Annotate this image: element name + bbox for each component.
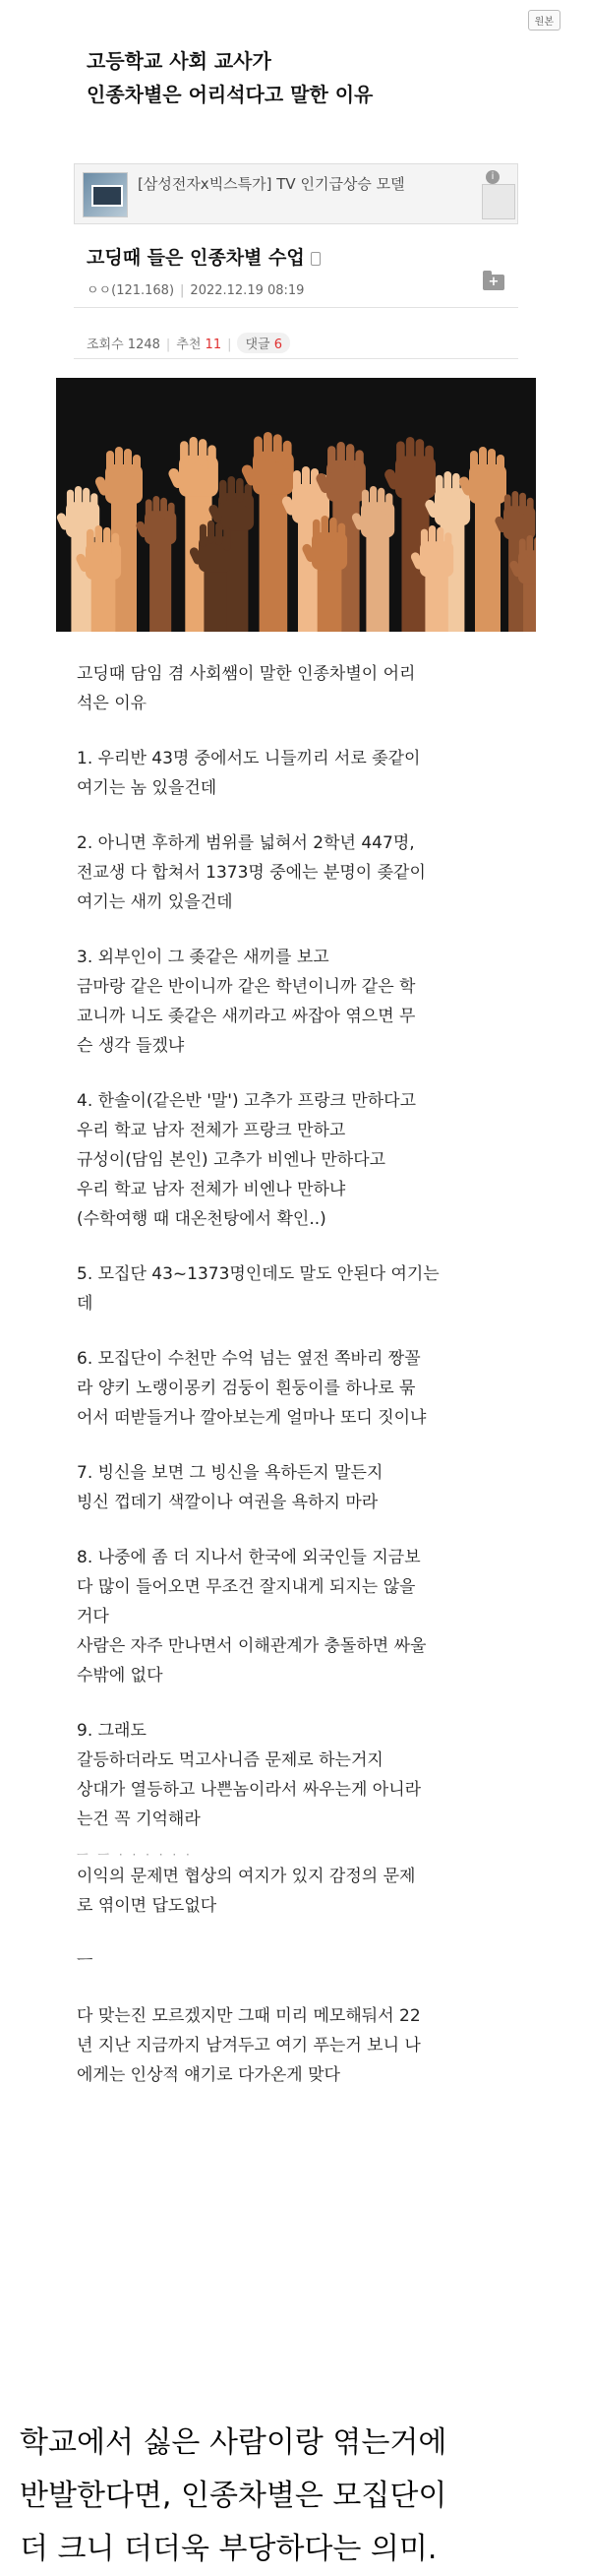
mobile-icon bbox=[311, 252, 321, 266]
divider bbox=[74, 307, 518, 308]
ad-text[interactable]: [삼성전자x빅스특가] TV 인기급상승 모델 bbox=[138, 175, 405, 193]
fridge-product-thumbnail[interactable] bbox=[482, 184, 515, 219]
body-point-6: 6. 모집단이 수천만 수억 넘는 옆전 쪽바리 짱꼴 라 양키 노랭이몽키 검둥이 흰둥이를 하나로 묶 어서 떠받들거나 깔아보는게 얼마나 또디 짓이냐 bbox=[77, 1349, 427, 1428]
raised-hand bbox=[457, 447, 506, 632]
post-stats bbox=[87, 333, 290, 353]
folder-add-icon[interactable] bbox=[483, 275, 504, 290]
body-point-5: 5. 모집단 43~1373명인데도 말도 안된다 여기는 데 bbox=[77, 1264, 440, 1314]
body-point-3: 3. 외부인이 그 좆같은 새끼를 보고 금마랑 같은 반이니까 같은 학년이니까 같은 학 교니까 니도 좆같은 새끼라고 싸잡아 엮으면 무 슨 생각 들겠냐 bbox=[77, 948, 416, 1056]
body-point-8: 8. 나중에 좀 더 지나서 한국에 외국인들 지금보 다 많이 들어오면 무조건 잘지내게 되지는 않을 거다 사람은 자주 만나면서 이해관계가 충돌하면 싸울 수밖에 없다 bbox=[77, 1548, 427, 1686]
raised-hand bbox=[135, 496, 176, 632]
raised-hands-image bbox=[56, 378, 536, 632]
body-point-2: 2. 아니면 후하게 범위를 넓혀서 2학년 447명, 전교생 다 합쳐서 1373명 중에는 분명이 좆같이 여기는 새끼 있을건데 bbox=[77, 833, 426, 912]
body-intro: 고딩때 담임 겸 사회쌤이 말한 인종차별이 어리 석은 이유 bbox=[77, 664, 416, 713]
post-title-text: 고딩때 들은 인종차별 수업 bbox=[87, 247, 305, 269]
caption-line-2: 반발한다면, 인종차별은 모집단이 bbox=[20, 2479, 447, 2513]
view-count: 조회수 1248 bbox=[87, 337, 160, 352]
recommend-label: 추천 bbox=[176, 337, 202, 352]
raised-hands-illustration bbox=[56, 378, 536, 632]
post-title bbox=[87, 243, 321, 270]
ad-info-icon[interactable]: i bbox=[486, 170, 500, 184]
body-point-4: 4. 한솔이(같은반 '말') 고추가 프랑크 만하다고 우리 학교 남자 전체가 프랑크 만하고 규성이(담임 본인) 고추가 비엔나 만하다고 우리 학교 남자 전체가 비엔나 만하냐 (수학여행 때 대온천탕에서 확인..) bbox=[77, 1091, 417, 1229]
body-point-9: 9. 그래도 갈등하더라도 먹고사니즘 문제로 하는거지 상대가 열등하고 나쁜놈이라서 싸우는게 아니라 는건 꼭 기억해라 bbox=[77, 1721, 422, 1829]
caption-line-3: 더 크니 더더욱 부당하다는 의미. bbox=[20, 2532, 438, 2566]
author[interactable]: ㅇㅇ(121.168) bbox=[87, 283, 175, 298]
comments-count: 6 bbox=[273, 337, 283, 352]
page-title bbox=[87, 44, 539, 111]
recommend-count: 11 bbox=[205, 337, 222, 352]
body-point-10: 이익의 문제면 협상의 여지가 있지 감정의 문제 로 엮이면 답도없다 bbox=[77, 1867, 416, 1916]
tv-product-thumbnail[interactable] bbox=[83, 172, 128, 217]
page-title-line-1: 고등학교 사회 교사가 bbox=[87, 49, 271, 73]
original-button[interactable]: 원본 bbox=[528, 10, 560, 31]
dash-separator: ㅡ bbox=[77, 1951, 93, 1971]
page-title-line-2: 인종차별은 어리석다고 말한 이유 bbox=[87, 83, 374, 106]
comment-count-badge[interactable] bbox=[237, 333, 290, 353]
ad-banner[interactable] bbox=[74, 163, 518, 224]
post-body bbox=[77, 659, 509, 2090]
dash-dots: ㅡ ㅡ · · · · · · bbox=[77, 1848, 193, 1862]
divider bbox=[74, 358, 518, 359]
body-point-1: 1. 우리반 43명 중에서도 니들끼리 서로 좆같이 여기는 놈 있을건데 bbox=[77, 749, 421, 798]
caption bbox=[20, 2417, 570, 2576]
body-closing: 다 맞는진 모르겠지만 그때 미리 메모해둬서 22 년 지난 지금까지 남겨두고 여기 푸는거 보니 나 에게는 인상적 얘기로 다가온게 맞다 bbox=[77, 2006, 421, 2085]
stats-separator: | bbox=[227, 337, 232, 352]
stats-separator: | bbox=[165, 337, 171, 352]
post-date: 2022.12.19 08:19 bbox=[190, 283, 305, 298]
caption-line-1: 학교에서 싫은 사람이랑 엮는거에 bbox=[20, 2425, 447, 2460]
post-meta bbox=[87, 279, 304, 298]
body-point-7: 7. 빙신을 보면 그 빙신을 욕하든지 말든지 빙신 껍데기 색깔이나 여권을 욕하지 마라 bbox=[77, 1463, 384, 1512]
meta-separator: | bbox=[180, 283, 185, 298]
comments-label: 댓글 bbox=[245, 337, 270, 352]
